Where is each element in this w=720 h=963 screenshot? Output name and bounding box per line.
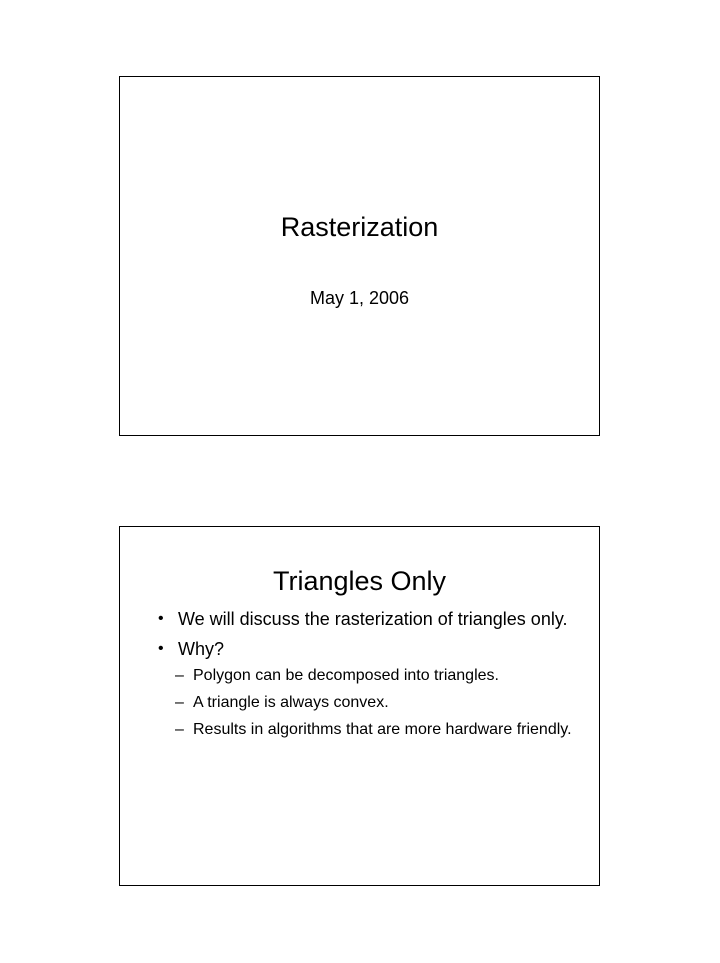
slide-triangles-only xyxy=(119,526,600,886)
sub-bullet-list xyxy=(175,665,576,740)
bullet-text: Why? xyxy=(178,639,225,659)
bullet-text: We will discuss the rasterization of triangles only. xyxy=(178,609,568,629)
sub-bullet-item xyxy=(175,665,576,686)
sub-bullet-item xyxy=(175,719,576,740)
sub-bullet-text: Polygon can be decomposed into triangles. xyxy=(193,667,499,684)
slide-date: May 1, 2006 xyxy=(309,288,410,308)
sub-bullet-text: A triangle is always convex. xyxy=(193,694,389,711)
sub-bullet-marker: – xyxy=(175,694,184,711)
bullet-marker: • xyxy=(158,610,164,627)
bullet-list xyxy=(156,607,576,746)
sub-bullet-item xyxy=(175,692,576,713)
bullet-item xyxy=(156,607,576,631)
slide-title: Rasterization xyxy=(280,212,439,242)
sub-bullet-marker: – xyxy=(175,667,184,684)
bullet-marker: • xyxy=(158,640,164,657)
slide-title: Triangles Only xyxy=(272,566,447,596)
sub-bullet-text: Results in algorithms that are more hardware friendly. xyxy=(193,721,572,738)
slide-rasterization xyxy=(119,76,600,436)
bullet-item xyxy=(156,637,576,740)
sub-bullet-marker: – xyxy=(175,721,184,738)
